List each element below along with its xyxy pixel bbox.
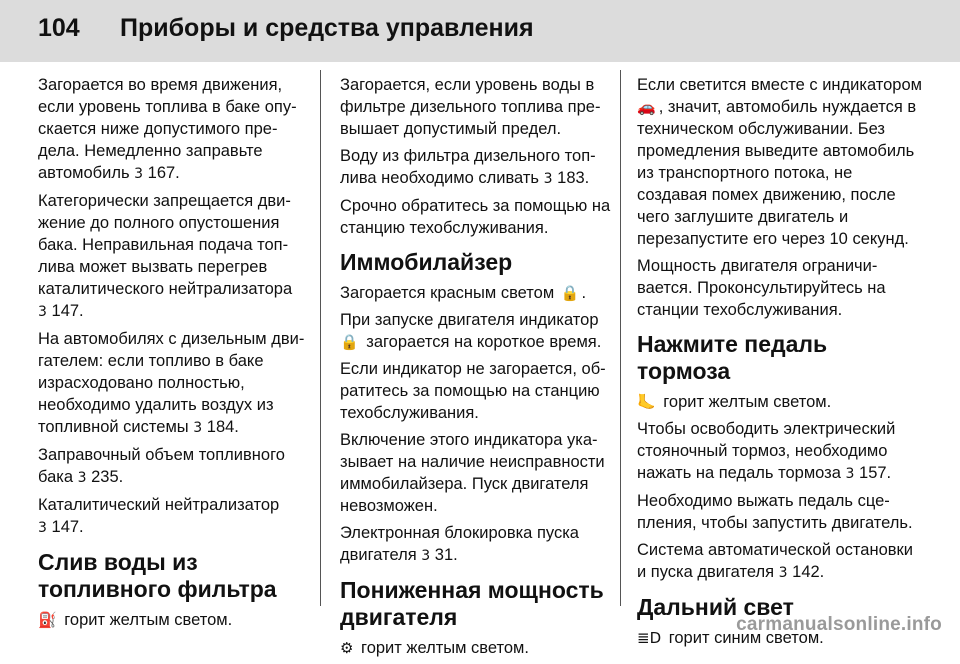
paragraph (340, 74, 612, 140)
column-divider (620, 70, 621, 606)
paragraph-text: Если светится вместе с индикатором (637, 76, 923, 94)
paragraph-text: Загорается, если уровень воды в фильтре дизельного топлива превышает допустимый предел. (340, 76, 601, 138)
paragraph (38, 328, 306, 439)
paragraph-text: . (581, 284, 587, 302)
paragraph (38, 494, 306, 539)
column-3 (637, 74, 922, 654)
paragraph (38, 444, 306, 489)
page-title: Приборы и средства управления (120, 14, 534, 42)
paragraph-text: При запуске двигателя индикатор (340, 311, 599, 329)
column-divider (320, 70, 321, 606)
paragraph (340, 522, 612, 567)
paragraph-text: Каталитический нейтрализатор (38, 496, 280, 514)
page-ref-arrow-icon: 3 (38, 520, 47, 536)
paragraph-text: Система автоматической остановки и пуска двигателя (637, 541, 913, 581)
paragraph (340, 282, 612, 304)
paragraph (340, 637, 612, 659)
paragraph (38, 190, 306, 323)
water-in-fuel-icon: ⛽ (38, 611, 57, 629)
page-ref-arrow-icon: 3 (38, 304, 47, 320)
paragraph-text: горит желтым светом. (64, 611, 233, 629)
paragraph (637, 539, 922, 584)
paragraph-text: Включение этого индикатора указывает на наличие неисправности иммобилайзера. Пуск двигателя невозможен. (340, 431, 605, 515)
paragraph-text: Необходимо выжать педаль сцепления, чтобы запустить двигатель. (637, 492, 913, 532)
paragraph (38, 609, 306, 631)
paragraph-text: Чтобы освободить электрический стояночный тормоз, необходимо нажать на педаль тормоза (637, 420, 896, 482)
section-heading: Дальний свет (637, 594, 794, 620)
paragraph (340, 429, 612, 517)
paragraph-text: На автомобилях с дизельным двигателем: если топливо в баке израсходовано полностью, необходимо удалить воздух из топливной системы (38, 330, 305, 436)
paragraph (637, 391, 922, 413)
paragraph-text: , значит, автомобиль нуждается в техническом обслуживании. Без промедления выведите автомобиль из транспортного потока, не создавая помех движению, после чего заглушите двигатель и перезапустите его через 10 секунд. (637, 98, 917, 248)
page-ref[interactable]: 31. (434, 546, 458, 564)
paragraph (340, 309, 612, 353)
paragraph-text: Электронная блокировка пуска двигателя (340, 524, 579, 564)
page-ref-arrow-icon: 3 (193, 420, 203, 436)
page-ref[interactable]: 147. (51, 518, 84, 536)
paragraph (340, 145, 612, 190)
column-2 (340, 74, 612, 664)
engine-power-icon: ⚙ (340, 639, 354, 657)
paragraph (637, 74, 922, 250)
paragraph (637, 255, 922, 321)
paragraph-text: горит желтым светом. (663, 393, 832, 411)
column-1 (38, 74, 306, 636)
section-heading: Слив воды из топливного фильтра (38, 549, 277, 602)
page-ref-arrow-icon: 3 (778, 565, 788, 581)
paragraph-text: горит синим светом. (668, 629, 824, 647)
page-ref-arrow-icon: 3 (421, 548, 431, 564)
paragraph-text: загорается на короткое время. (366, 333, 602, 351)
page-ref-arrow-icon: 3 (543, 171, 553, 187)
paragraph-text: Загорается красным светом (340, 284, 555, 302)
watermark: carmanualsonline.info (736, 614, 942, 635)
paragraph-text: Категорически запрещается движение до полного опустошения бака. Неправильная подача топлива может вызвать перегрев каталитического нейтрализатора (38, 192, 293, 298)
paragraph (340, 358, 612, 424)
page-ref[interactable]: 183. (557, 169, 590, 187)
paragraph (637, 490, 922, 534)
paragraph-text: Если индикатор не загорается, обратитесь за помощью на станцию техобслуживания. (340, 360, 606, 422)
page-ref[interactable]: 142. (792, 563, 825, 581)
paragraph-text: Срочно обратитесь за помощью на станцию техобслуживания. (340, 197, 611, 237)
page-ref[interactable]: 167. (147, 164, 180, 182)
paragraph (340, 195, 612, 239)
high-beam-icon: ≣D (637, 629, 662, 647)
paragraph-text: Мощность двигателя ограничивается. Проконсультируйтесь на станции техобслуживания. (637, 257, 886, 319)
paragraph-text: горит желтым светом. (361, 639, 529, 657)
page-ref[interactable]: 147. (51, 302, 84, 320)
page-header (0, 0, 960, 62)
paragraph (637, 418, 922, 485)
page-ref[interactable]: 235. (91, 468, 124, 486)
section-heading: Пониженная мощность двигателя (340, 577, 604, 630)
section-heading: Нажмите педаль тормоза (637, 331, 828, 384)
page-ref-arrow-icon: 3 (77, 470, 87, 486)
paragraph-text: Заправочный объем топливного бака (38, 446, 285, 486)
page-ref-arrow-icon: 3 (134, 166, 144, 182)
service-vehicle-icon: 🚗 (637, 98, 656, 116)
immobilizer-icon: 🔒 (340, 333, 359, 351)
paragraph-text: Воду из фильтра дизельного топлива необходимо сливать (340, 147, 596, 187)
section-heading: Иммобилайзер (340, 249, 513, 275)
page-ref[interactable]: 157. (859, 464, 892, 482)
page-ref-arrow-icon: 3 (845, 466, 855, 482)
paragraph-text: Загорается во время движения, если уровень топлива в баке опускается ниже допустимого предела. Немедленно заправьте автомобиль (38, 76, 297, 182)
brake-pedal-icon: 🦶 (637, 393, 656, 411)
page-ref[interactable]: 184. (206, 418, 239, 436)
immobilizer-icon: 🔒 (560, 284, 580, 302)
paragraph (38, 74, 306, 185)
page-number: 104 (38, 14, 80, 42)
